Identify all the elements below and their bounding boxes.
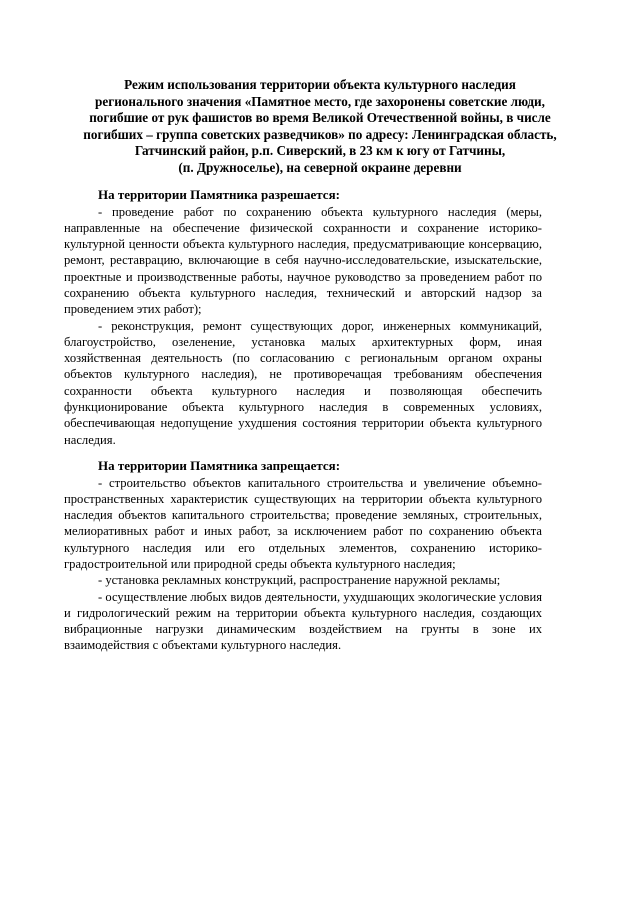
forbidden-item: - установка рекламных конструкций, распространение наружной рекламы; — [98, 573, 501, 588]
title-line: (п. Дружноселье), на северной окраине деревни — [178, 159, 462, 175]
allowed-heading: На территории Памятника разрешается: — [98, 187, 340, 202]
document-title — [64, 77, 576, 176]
forbidden-section — [64, 458, 542, 654]
title-line: погибшие от рук фашистов во время Великой Отечественной войны, в числе — [89, 110, 551, 125]
forbidden-item: - строительство объектов капитального строительства и увеличение объемно-пространственных характеристик существующих на территории объекта культурного наследия объектов капитального строительства; проведение земляных, строительных, мелиоративных работ и иных работ, за исключением работ по сохранению объекта культурного наследия или его отдельных элементов, сохранению историко-градостроительной или природной среды объекта культурного наследия; — [64, 475, 542, 571]
allowed-item: - реконструкция, ремонт существующих дорог, инженерных коммуникаций, благоустройство, озеленение, установка малых архитектурных форм, иная хозяйственная деятельность (по согласованию с региональным органом охраны объектов культурного наследия), не противоречащая требованиям обеспечения сохранности объекта культурного наследия и позволяющая обеспечить функционирование объекта культурного наследия в современных условиях, обеспечивающая недопущение ухудшения состояния территории объекта культурного наследия. — [64, 318, 542, 447]
allowed-section — [64, 187, 542, 448]
forbidden-heading: На территории Памятника запрещается: — [98, 458, 341, 473]
title-line: погибших – группа советских разведчиков» по адресу: Ленинградская область, — [83, 126, 557, 142]
title-line: Режим использования территории объекта культурного наследия — [124, 77, 516, 92]
title-line: регионального значения «Памятное место, где захоронены советские люди, — [95, 93, 545, 109]
allowed-item: - проведение работ по сохранению объекта культурного наследия (меры, направленные на обеспечение физической сохранности и сохранение историко-культурной ценности объекта культурного наследия, предусматривающие консервацию, ремонт, реставрацию, включающие в себя научно-исследовательские, изыскательские, проектные и производственные работы, научное руководство за проведением работ по сохранению объекта культурного наследия, технический и авторский надзор за проведением этих работ); — [64, 204, 542, 317]
forbidden-item: - осуществление любых видов деятельности, ухудшающих экологические условия и гидрологический режим на территории объекта культурного наследия, создающих вибрационные нагрузки динамическим воздействием на грунты в зоне их взаимодействия с объектами культурного наследия. — [64, 589, 542, 653]
title-line: Гатчинский район, р.п. Сиверский, в 23 км к югу от Гатчины, — [134, 143, 506, 158]
